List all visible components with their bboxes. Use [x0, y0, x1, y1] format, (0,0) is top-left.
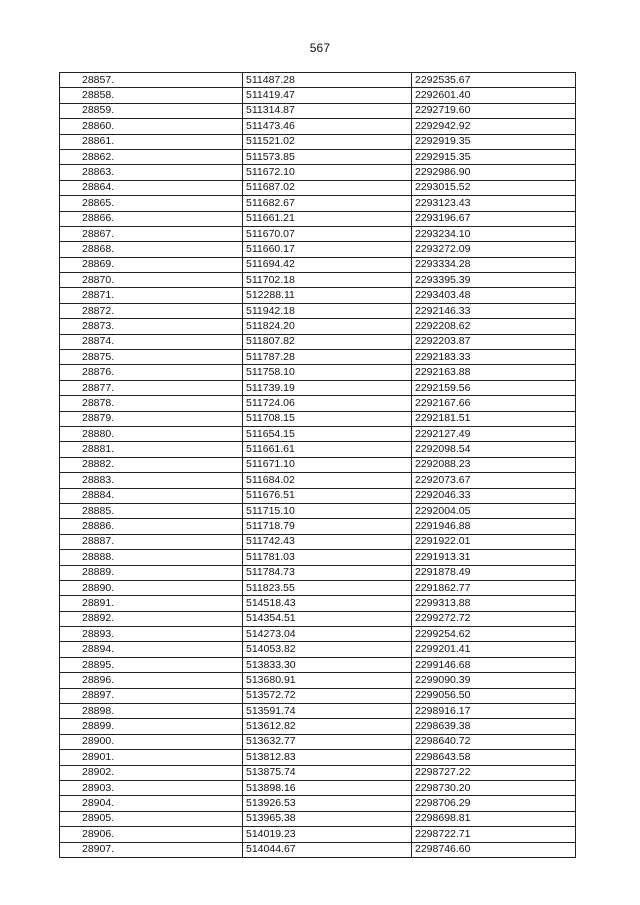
y-coordinate-cell: 2292915.35: [412, 149, 576, 164]
point-id-cell: 28868.: [60, 242, 243, 257]
x-coordinate-cell: 511676.51: [243, 488, 412, 503]
point-id-cell: 28879.: [60, 411, 243, 426]
x-coordinate-cell: 511661.61: [243, 442, 412, 457]
point-id-cell: 28884.: [60, 488, 243, 503]
table-row: [60, 350, 576, 365]
table-row: [60, 365, 576, 380]
point-id-cell: 28885.: [60, 503, 243, 518]
table-row: [60, 319, 576, 334]
table-row: [60, 704, 576, 719]
table-row: [60, 473, 576, 488]
point-id-cell: 28874.: [60, 334, 243, 349]
table-row: [60, 611, 576, 626]
x-coordinate-cell: 514354.51: [243, 611, 412, 626]
table-row: [60, 88, 576, 103]
y-coordinate-cell: 2298730.20: [412, 780, 576, 795]
x-coordinate-cell: 511724.06: [243, 396, 412, 411]
point-id-cell: 28864.: [60, 180, 243, 195]
y-coordinate-cell: 2292986.90: [412, 165, 576, 180]
table-row: [60, 226, 576, 241]
table-row: [60, 796, 576, 811]
table-row: [60, 688, 576, 703]
y-coordinate-cell: 2293123.43: [412, 196, 576, 211]
x-coordinate-cell: 511715.10: [243, 503, 412, 518]
table-row: [60, 719, 576, 734]
table-row: [60, 426, 576, 441]
point-id-cell: 28877.: [60, 380, 243, 395]
x-coordinate-cell: 513926.53: [243, 796, 412, 811]
table-row: [60, 73, 576, 88]
point-id-cell: 28869.: [60, 257, 243, 272]
x-coordinate-cell: 511473.46: [243, 119, 412, 134]
point-id-cell: 28872.: [60, 303, 243, 318]
y-coordinate-cell: 2291922.01: [412, 534, 576, 549]
point-id-cell: 28862.: [60, 149, 243, 164]
x-coordinate-cell: 511942.18: [243, 303, 412, 318]
y-coordinate-cell: 2298643.58: [412, 750, 576, 765]
table-row: [60, 750, 576, 765]
x-coordinate-cell: 513833.30: [243, 657, 412, 672]
table-row: [60, 627, 576, 642]
point-id-cell: 28860.: [60, 119, 243, 134]
table-row: [60, 334, 576, 349]
y-coordinate-cell: 2299146.68: [412, 657, 576, 672]
x-coordinate-cell: 511654.15: [243, 426, 412, 441]
x-coordinate-cell: 511702.18: [243, 273, 412, 288]
table-row: [60, 119, 576, 134]
y-coordinate-cell: 2298722.71: [412, 827, 576, 842]
y-coordinate-cell: 2291878.49: [412, 565, 576, 580]
x-coordinate-cell: 511823.55: [243, 580, 412, 595]
table-row: [60, 242, 576, 257]
y-coordinate-cell: 2292046.33: [412, 488, 576, 503]
point-id-cell: 28857.: [60, 73, 243, 88]
y-coordinate-cell: 2291862.77: [412, 580, 576, 595]
table-row: [60, 780, 576, 795]
table-row: [60, 503, 576, 518]
x-coordinate-cell: 511314.87: [243, 103, 412, 118]
x-coordinate-cell: 514019.23: [243, 827, 412, 842]
x-coordinate-cell: 511807.82: [243, 334, 412, 349]
y-coordinate-cell: 2292159.56: [412, 380, 576, 395]
y-coordinate-cell: 2292127.49: [412, 426, 576, 441]
point-id-cell: 28890.: [60, 580, 243, 595]
point-id-cell: 28899.: [60, 719, 243, 734]
table-row: [60, 580, 576, 595]
table-row: [60, 457, 576, 472]
x-coordinate-cell: 514053.82: [243, 642, 412, 657]
x-coordinate-cell: 511671.10: [243, 457, 412, 472]
table-row: [60, 673, 576, 688]
y-coordinate-cell: 2292183.33: [412, 350, 576, 365]
point-id-cell: 28893.: [60, 627, 243, 642]
y-coordinate-cell: 2298727.22: [412, 765, 576, 780]
x-coordinate-cell: 513898.16: [243, 780, 412, 795]
table-row: [60, 811, 576, 826]
point-id-cell: 28902.: [60, 765, 243, 780]
x-coordinate-cell: 511660.17: [243, 242, 412, 257]
y-coordinate-cell: 2293196.67: [412, 211, 576, 226]
point-id-cell: 28903.: [60, 780, 243, 795]
point-id-cell: 28867.: [60, 226, 243, 241]
y-coordinate-cell: 2293234.10: [412, 226, 576, 241]
y-coordinate-cell: 2292088.23: [412, 457, 576, 472]
point-id-cell: 28907.: [60, 842, 243, 857]
table-row: [60, 596, 576, 611]
point-id-cell: 28891.: [60, 596, 243, 611]
point-id-cell: 28878.: [60, 396, 243, 411]
y-coordinate-cell: 2299254.62: [412, 627, 576, 642]
table-row: [60, 196, 576, 211]
point-id-cell: 28870.: [60, 273, 243, 288]
point-id-cell: 28871.: [60, 288, 243, 303]
x-coordinate-cell: 514273.04: [243, 627, 412, 642]
y-coordinate-cell: 2291913.31: [412, 550, 576, 565]
point-id-cell: 28887.: [60, 534, 243, 549]
table-row: [60, 765, 576, 780]
y-coordinate-cell: 2292073.67: [412, 473, 576, 488]
y-coordinate-cell: 2291946.88: [412, 519, 576, 534]
table-row: [60, 534, 576, 549]
table-row: [60, 103, 576, 118]
y-coordinate-cell: 2299056.50: [412, 688, 576, 703]
y-coordinate-cell: 2292146.33: [412, 303, 576, 318]
y-coordinate-cell: 2293403.48: [412, 288, 576, 303]
point-id-cell: 28898.: [60, 704, 243, 719]
x-coordinate-cell: 511521.02: [243, 134, 412, 149]
y-coordinate-cell: 2293395.39: [412, 273, 576, 288]
x-coordinate-cell: 512288.11: [243, 288, 412, 303]
point-id-cell: 28859.: [60, 103, 243, 118]
table-row: [60, 396, 576, 411]
point-id-cell: 28866.: [60, 211, 243, 226]
x-coordinate-cell: 511758.10: [243, 365, 412, 380]
point-id-cell: 28883.: [60, 473, 243, 488]
y-coordinate-cell: 2293015.52: [412, 180, 576, 195]
y-coordinate-cell: 2298916.17: [412, 704, 576, 719]
point-id-cell: 28897.: [60, 688, 243, 703]
y-coordinate-cell: 2292208.62: [412, 319, 576, 334]
x-coordinate-cell: 513572.72: [243, 688, 412, 703]
point-id-cell: 28882.: [60, 457, 243, 472]
table-row: [60, 165, 576, 180]
point-id-cell: 28873.: [60, 319, 243, 334]
point-id-cell: 28875.: [60, 350, 243, 365]
point-id-cell: 28906.: [60, 827, 243, 842]
point-id-cell: 28880.: [60, 426, 243, 441]
table-row: [60, 642, 576, 657]
table-row: [60, 257, 576, 272]
point-id-cell: 28876.: [60, 365, 243, 380]
x-coordinate-cell: 513591.74: [243, 704, 412, 719]
table-row: [60, 303, 576, 318]
y-coordinate-cell: 2292942.92: [412, 119, 576, 134]
x-coordinate-cell: 511487.28: [243, 73, 412, 88]
y-coordinate-cell: 2292004.05: [412, 503, 576, 518]
x-coordinate-cell: 513680.91: [243, 673, 412, 688]
table-row: [60, 519, 576, 534]
x-coordinate-cell: 511708.15: [243, 411, 412, 426]
y-coordinate-cell: 2298746.60: [412, 842, 576, 857]
table-row: [60, 411, 576, 426]
y-coordinate-cell: 2299272.72: [412, 611, 576, 626]
y-coordinate-cell: 2292535.67: [412, 73, 576, 88]
x-coordinate-cell: 513875.74: [243, 765, 412, 780]
x-coordinate-cell: 511784.73: [243, 565, 412, 580]
table-row: [60, 149, 576, 164]
x-coordinate-cell: 511824.20: [243, 319, 412, 334]
point-id-cell: 28858.: [60, 88, 243, 103]
y-coordinate-cell: 2293334.28: [412, 257, 576, 272]
y-coordinate-cell: 2299090.39: [412, 673, 576, 688]
point-id-cell: 28865.: [60, 196, 243, 211]
table-row: [60, 565, 576, 580]
x-coordinate-cell: 511718.79: [243, 519, 412, 534]
x-coordinate-cell: 513632.77: [243, 734, 412, 749]
coordinates-table: [59, 72, 576, 858]
point-id-cell: 28901.: [60, 750, 243, 765]
y-coordinate-cell: 2292098.54: [412, 442, 576, 457]
x-coordinate-cell: 513612.82: [243, 719, 412, 734]
x-coordinate-cell: 511670.07: [243, 226, 412, 241]
x-coordinate-cell: 511742.43: [243, 534, 412, 549]
table-row: [60, 134, 576, 149]
table-row: [60, 734, 576, 749]
y-coordinate-cell: 2292163.88: [412, 365, 576, 380]
y-coordinate-cell: 2298640.72: [412, 734, 576, 749]
point-id-cell: 28861.: [60, 134, 243, 149]
point-id-cell: 28905.: [60, 811, 243, 826]
point-id-cell: 28892.: [60, 611, 243, 626]
y-coordinate-cell: 2299313.88: [412, 596, 576, 611]
y-coordinate-cell: 2298698.81: [412, 811, 576, 826]
point-id-cell: 28886.: [60, 519, 243, 534]
y-coordinate-cell: 2292719.60: [412, 103, 576, 118]
x-coordinate-cell: 511419.47: [243, 88, 412, 103]
page-number: 567: [309, 41, 331, 55]
x-coordinate-cell: 511687.02: [243, 180, 412, 195]
y-coordinate-cell: 2292919.35: [412, 134, 576, 149]
y-coordinate-cell: 2292203.87: [412, 334, 576, 349]
y-coordinate-cell: 2298706.29: [412, 796, 576, 811]
x-coordinate-cell: 511684.02: [243, 473, 412, 488]
x-coordinate-cell: 511661.21: [243, 211, 412, 226]
point-id-cell: 28888.: [60, 550, 243, 565]
table-row: [60, 657, 576, 672]
y-coordinate-cell: 2298639.38: [412, 719, 576, 734]
point-id-cell: 28894.: [60, 642, 243, 657]
point-id-cell: 28896.: [60, 673, 243, 688]
x-coordinate-cell: 511672.10: [243, 165, 412, 180]
table-row: [60, 273, 576, 288]
table-row: [60, 827, 576, 842]
point-id-cell: 28881.: [60, 442, 243, 457]
table-row: [60, 442, 576, 457]
x-coordinate-cell: 511781.03: [243, 550, 412, 565]
point-id-cell: 28904.: [60, 796, 243, 811]
point-id-cell: 28900.: [60, 734, 243, 749]
x-coordinate-cell: 513965.38: [243, 811, 412, 826]
table-row: [60, 211, 576, 226]
x-coordinate-cell: 511682.67: [243, 196, 412, 211]
table-row: [60, 180, 576, 195]
x-coordinate-cell: 511739.19: [243, 380, 412, 395]
y-coordinate-cell: 2292167.66: [412, 396, 576, 411]
point-id-cell: 28895.: [60, 657, 243, 672]
table-row: [60, 488, 576, 503]
x-coordinate-cell: 511694.42: [243, 257, 412, 272]
table-row: [60, 288, 576, 303]
y-coordinate-cell: 2292181.51: [412, 411, 576, 426]
table-row: [60, 380, 576, 395]
y-coordinate-cell: 2299201.41: [412, 642, 576, 657]
x-coordinate-cell: 511787.28: [243, 350, 412, 365]
y-coordinate-cell: 2293272.09: [412, 242, 576, 257]
x-coordinate-cell: 514518.43: [243, 596, 412, 611]
point-id-cell: 28863.: [60, 165, 243, 180]
coordinates-table-body: [60, 73, 576, 858]
x-coordinate-cell: 511573.85: [243, 149, 412, 164]
x-coordinate-cell: 513812.83: [243, 750, 412, 765]
x-coordinate-cell: 514044.67: [243, 842, 412, 857]
point-id-cell: 28889.: [60, 565, 243, 580]
table-row: [60, 842, 576, 857]
table-row: [60, 550, 576, 565]
y-coordinate-cell: 2292601.40: [412, 88, 576, 103]
